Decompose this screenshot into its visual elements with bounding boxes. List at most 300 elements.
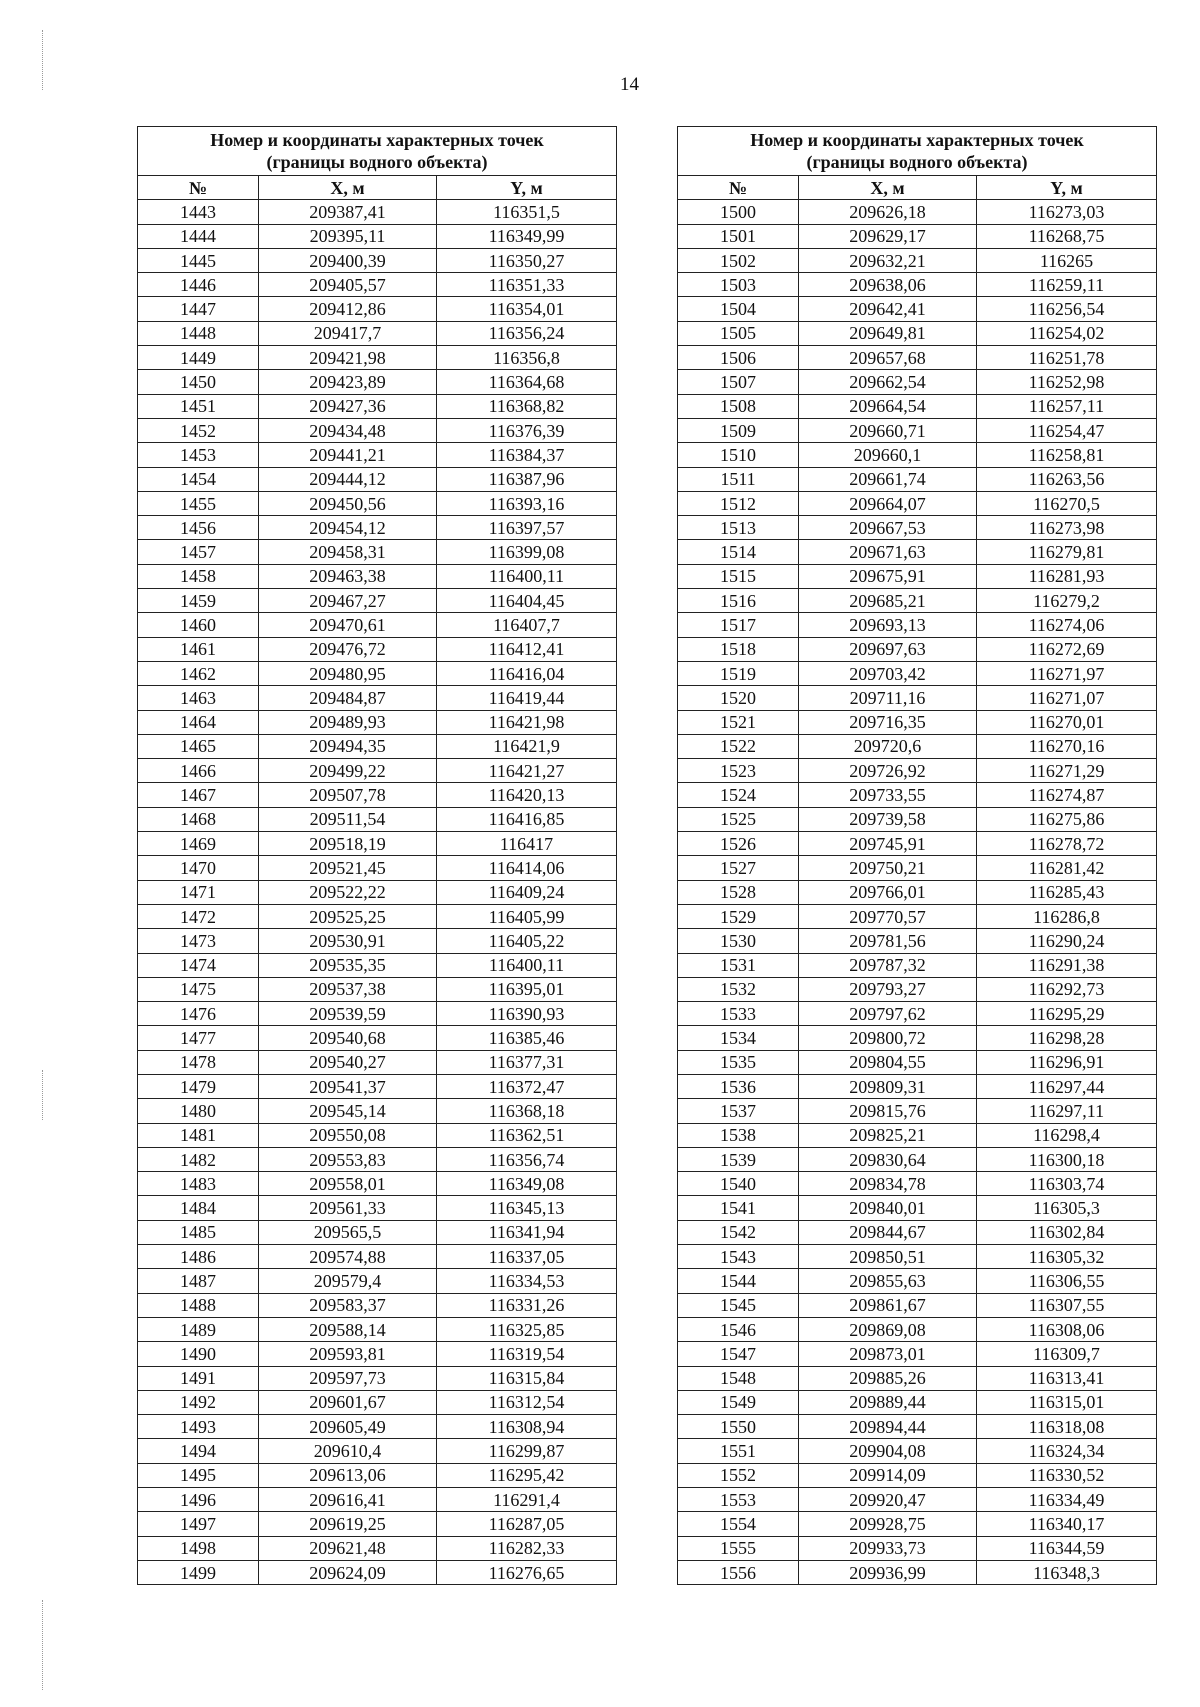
- point-number-cell: 1534: [678, 1026, 799, 1050]
- y-coordinate-cell: 116325,85: [437, 1317, 617, 1341]
- y-coordinate-cell: 116298,4: [977, 1123, 1157, 1147]
- point-number-cell: 1500: [678, 200, 799, 224]
- table-row: [678, 1002, 1157, 1026]
- x-coordinate-cell: 209593,81: [259, 1342, 437, 1366]
- y-coordinate-cell: 116349,08: [437, 1172, 617, 1196]
- point-number-cell: 1537: [678, 1099, 799, 1123]
- x-coordinate-cell: 209885,26: [799, 1366, 977, 1390]
- table-row: [678, 418, 1157, 442]
- x-coordinate-cell: 209840,01: [799, 1196, 977, 1220]
- point-number-cell: 1455: [138, 491, 259, 515]
- point-number-cell: 1475: [138, 977, 259, 1001]
- binding-margin-mark: [42, 1600, 43, 1690]
- table-title-line-1: Номер и координаты характерных точек: [750, 130, 1084, 150]
- table-row: [138, 929, 617, 953]
- table-row: [678, 1245, 1157, 1269]
- y-coordinate-cell: 116274,06: [977, 613, 1157, 637]
- point-number-cell: 1479: [138, 1074, 259, 1098]
- x-coordinate-cell: 209540,68: [259, 1026, 437, 1050]
- y-coordinate-cell: 116390,93: [437, 1002, 617, 1026]
- x-coordinate-cell: 209476,72: [259, 637, 437, 661]
- x-coordinate-cell: 209716,35: [799, 710, 977, 734]
- x-coordinate-cell: 209525,25: [259, 904, 437, 928]
- x-coordinate-cell: 209834,78: [799, 1172, 977, 1196]
- table-row: [138, 759, 617, 783]
- point-number-cell: 1464: [138, 710, 259, 734]
- x-coordinate-cell: 209664,07: [799, 491, 977, 515]
- table-row: [678, 224, 1157, 248]
- y-coordinate-cell: 116302,84: [977, 1220, 1157, 1244]
- x-coordinate-cell: 209540,27: [259, 1050, 437, 1074]
- point-number-cell: 1496: [138, 1488, 259, 1512]
- y-coordinate-cell: 116372,47: [437, 1074, 617, 1098]
- table-row: [678, 1390, 1157, 1414]
- x-coordinate-cell: 209660,1: [799, 443, 977, 467]
- x-coordinate-cell: 209530,91: [259, 929, 437, 953]
- point-number-cell: 1449: [138, 346, 259, 370]
- table-row: [138, 1536, 617, 1560]
- x-coordinate-cell: 209861,67: [799, 1293, 977, 1317]
- table-row: [678, 637, 1157, 661]
- x-coordinate-cell: 209936,99: [799, 1560, 977, 1584]
- table-row: [678, 248, 1157, 272]
- x-coordinate-cell: 209873,01: [799, 1342, 977, 1366]
- x-coordinate-cell: 209928,75: [799, 1512, 977, 1536]
- x-coordinate-cell: 209550,08: [259, 1123, 437, 1147]
- y-coordinate-cell: 116404,45: [437, 589, 617, 613]
- table-row: [678, 977, 1157, 1001]
- point-number-cell: 1542: [678, 1220, 799, 1244]
- y-coordinate-cell: 116309,7: [977, 1342, 1157, 1366]
- table-row: [678, 1123, 1157, 1147]
- binding-margin-mark: [42, 1070, 43, 1120]
- table-row: [678, 273, 1157, 297]
- table-row: [138, 832, 617, 856]
- table-row: [138, 1390, 617, 1414]
- point-number-cell: 1468: [138, 807, 259, 831]
- point-number-cell: 1466: [138, 759, 259, 783]
- y-coordinate-cell: 116341,94: [437, 1220, 617, 1244]
- y-coordinate-cell: 116362,51: [437, 1123, 617, 1147]
- table-row: [138, 1415, 617, 1439]
- x-coordinate-cell: 209770,57: [799, 904, 977, 928]
- point-number-cell: 1489: [138, 1317, 259, 1341]
- x-coordinate-cell: 209804,55: [799, 1050, 977, 1074]
- y-coordinate-cell: 116421,98: [437, 710, 617, 734]
- point-number-cell: 1497: [138, 1512, 259, 1536]
- point-number-cell: 1548: [678, 1366, 799, 1390]
- table-row: [678, 1147, 1157, 1171]
- y-coordinate-cell: 116271,07: [977, 686, 1157, 710]
- y-coordinate-cell: 116351,33: [437, 273, 617, 297]
- table-row: [678, 1269, 1157, 1293]
- y-coordinate-cell: 116296,91: [977, 1050, 1157, 1074]
- x-coordinate-cell: 209507,78: [259, 783, 437, 807]
- point-number-cell: 1546: [678, 1317, 799, 1341]
- x-coordinate-cell: 209616,41: [259, 1488, 437, 1512]
- x-coordinate-cell: 209726,92: [799, 759, 977, 783]
- y-coordinate-cell: 116421,9: [437, 734, 617, 758]
- table-row: [138, 1488, 617, 1512]
- point-number-cell: 1514: [678, 540, 799, 564]
- point-number-cell: 1507: [678, 370, 799, 394]
- coordinates-table-left: [137, 126, 617, 1585]
- table-row: [138, 273, 617, 297]
- table-row: [138, 1050, 617, 1074]
- table-row: [138, 1026, 617, 1050]
- y-coordinate-cell: 116300,18: [977, 1147, 1157, 1171]
- point-number-cell: 1473: [138, 929, 259, 953]
- point-number-cell: 1552: [678, 1463, 799, 1487]
- y-coordinate-cell: 116291,38: [977, 953, 1157, 977]
- table-row: [678, 661, 1157, 685]
- point-number-cell: 1461: [138, 637, 259, 661]
- table-row: [138, 1074, 617, 1098]
- point-number-cell: 1532: [678, 977, 799, 1001]
- y-coordinate-cell: 116315,84: [437, 1366, 617, 1390]
- table-row: [138, 637, 617, 661]
- table-row: [138, 1366, 617, 1390]
- table-row: [138, 880, 617, 904]
- table-row: [678, 443, 1157, 467]
- x-coordinate-cell: 209800,72: [799, 1026, 977, 1050]
- table-title: [138, 127, 617, 176]
- point-number-cell: 1481: [138, 1123, 259, 1147]
- point-number-cell: 1488: [138, 1293, 259, 1317]
- point-number-cell: 1539: [678, 1147, 799, 1171]
- coordinates-table-right: [677, 126, 1157, 1585]
- point-number-cell: 1448: [138, 321, 259, 345]
- table-row: [138, 224, 617, 248]
- y-coordinate-cell: 116356,8: [437, 346, 617, 370]
- point-number-cell: 1463: [138, 686, 259, 710]
- y-coordinate-cell: 116295,29: [977, 1002, 1157, 1026]
- y-coordinate-cell: 116303,74: [977, 1172, 1157, 1196]
- x-coordinate-cell: 209914,09: [799, 1463, 977, 1487]
- y-coordinate-cell: 116405,99: [437, 904, 617, 928]
- point-number-cell: 1459: [138, 589, 259, 613]
- table-row: [678, 321, 1157, 345]
- x-coordinate-cell: 209869,08: [799, 1317, 977, 1341]
- table-row: [138, 346, 617, 370]
- x-coordinate-cell: 209588,14: [259, 1317, 437, 1341]
- table-body: [138, 200, 617, 1585]
- x-coordinate-cell: 209685,21: [799, 589, 977, 613]
- point-number-cell: 1501: [678, 224, 799, 248]
- y-coordinate-cell: 116290,24: [977, 929, 1157, 953]
- y-coordinate-cell: 116274,87: [977, 783, 1157, 807]
- point-number-cell: 1467: [138, 783, 259, 807]
- point-number-cell: 1529: [678, 904, 799, 928]
- y-coordinate-cell: 116292,73: [977, 977, 1157, 1001]
- column-header-y: Y, м: [437, 176, 617, 200]
- x-coordinate-cell: 209558,01: [259, 1172, 437, 1196]
- y-coordinate-cell: 116412,41: [437, 637, 617, 661]
- table-row: [678, 1463, 1157, 1487]
- point-number-cell: 1510: [678, 443, 799, 467]
- x-coordinate-cell: 209733,55: [799, 783, 977, 807]
- x-coordinate-cell: 209894,44: [799, 1415, 977, 1439]
- point-number-cell: 1486: [138, 1245, 259, 1269]
- x-coordinate-cell: 209657,68: [799, 346, 977, 370]
- page-number: 14: [620, 74, 639, 95]
- table-row: [138, 904, 617, 928]
- table-row: [678, 1220, 1157, 1244]
- point-number-cell: 1508: [678, 394, 799, 418]
- table-row: [138, 734, 617, 758]
- y-coordinate-cell: 116340,17: [977, 1512, 1157, 1536]
- x-coordinate-cell: 209632,21: [799, 248, 977, 272]
- point-number-cell: 1540: [678, 1172, 799, 1196]
- point-number-cell: 1474: [138, 953, 259, 977]
- x-coordinate-cell: 209417,7: [259, 321, 437, 345]
- x-coordinate-cell: 209809,31: [799, 1074, 977, 1098]
- x-coordinate-cell: 209539,59: [259, 1002, 437, 1026]
- table-row: [138, 783, 617, 807]
- x-coordinate-cell: 209649,81: [799, 321, 977, 345]
- y-coordinate-cell: 116377,31: [437, 1050, 617, 1074]
- y-coordinate-cell: 116291,4: [437, 1488, 617, 1512]
- point-number-cell: 1516: [678, 589, 799, 613]
- x-coordinate-cell: 209693,13: [799, 613, 977, 637]
- y-coordinate-cell: 116286,8: [977, 904, 1157, 928]
- y-coordinate-cell: 116318,08: [977, 1415, 1157, 1439]
- table-row: [138, 516, 617, 540]
- y-coordinate-cell: 116282,33: [437, 1536, 617, 1560]
- y-coordinate-cell: 116334,53: [437, 1269, 617, 1293]
- x-coordinate-cell: 209745,91: [799, 832, 977, 856]
- y-coordinate-cell: 116312,54: [437, 1390, 617, 1414]
- y-coordinate-cell: 116272,69: [977, 637, 1157, 661]
- table-row: [138, 661, 617, 685]
- point-number-cell: 1478: [138, 1050, 259, 1074]
- column-header-x: X, м: [259, 176, 437, 200]
- x-coordinate-cell: 209480,95: [259, 661, 437, 685]
- table-row: [138, 248, 617, 272]
- point-number-cell: 1531: [678, 953, 799, 977]
- point-number-cell: 1522: [678, 734, 799, 758]
- point-number-cell: 1547: [678, 1342, 799, 1366]
- table-row: [678, 807, 1157, 831]
- table-row: [138, 1269, 617, 1293]
- x-coordinate-cell: 209454,12: [259, 516, 437, 540]
- table-title-line-1: Номер и координаты характерных точек: [210, 130, 544, 150]
- y-coordinate-cell: 116334,49: [977, 1488, 1157, 1512]
- y-coordinate-cell: 116307,55: [977, 1293, 1157, 1317]
- y-coordinate-cell: 116265: [977, 248, 1157, 272]
- y-coordinate-cell: 116345,13: [437, 1196, 617, 1220]
- x-coordinate-cell: 209574,88: [259, 1245, 437, 1269]
- point-number-cell: 1556: [678, 1560, 799, 1584]
- x-coordinate-cell: 209458,31: [259, 540, 437, 564]
- x-coordinate-cell: 209395,11: [259, 224, 437, 248]
- x-coordinate-cell: 209750,21: [799, 856, 977, 880]
- point-number-cell: 1533: [678, 1002, 799, 1026]
- x-coordinate-cell: 209597,73: [259, 1366, 437, 1390]
- table-body: [678, 200, 1157, 1585]
- point-number-cell: 1498: [138, 1536, 259, 1560]
- x-coordinate-cell: 209583,37: [259, 1293, 437, 1317]
- x-coordinate-cell: 209561,33: [259, 1196, 437, 1220]
- x-coordinate-cell: 209537,38: [259, 977, 437, 1001]
- x-coordinate-cell: 209815,76: [799, 1099, 977, 1123]
- point-number-cell: 1493: [138, 1415, 259, 1439]
- column-header-y: Y, м: [977, 176, 1157, 200]
- x-coordinate-cell: 209400,39: [259, 248, 437, 272]
- x-coordinate-cell: 209412,86: [259, 297, 437, 321]
- point-number-cell: 1469: [138, 832, 259, 856]
- point-number-cell: 1495: [138, 1463, 259, 1487]
- point-number-cell: 1512: [678, 491, 799, 515]
- y-coordinate-cell: 116331,26: [437, 1293, 617, 1317]
- table-row: [138, 1123, 617, 1147]
- point-number-cell: 1550: [678, 1415, 799, 1439]
- point-number-cell: 1544: [678, 1269, 799, 1293]
- point-number-cell: 1543: [678, 1245, 799, 1269]
- point-number-cell: 1527: [678, 856, 799, 880]
- x-coordinate-cell: 209511,54: [259, 807, 437, 831]
- point-number-cell: 1518: [678, 637, 799, 661]
- table-row: [138, 564, 617, 588]
- x-coordinate-cell: 209463,38: [259, 564, 437, 588]
- table-row: [678, 1488, 1157, 1512]
- table-row: [138, 1463, 617, 1487]
- x-coordinate-cell: 209470,61: [259, 613, 437, 637]
- y-coordinate-cell: 116416,04: [437, 661, 617, 685]
- x-coordinate-cell: 209610,4: [259, 1439, 437, 1463]
- x-coordinate-cell: 209484,87: [259, 686, 437, 710]
- y-coordinate-cell: 116384,37: [437, 443, 617, 467]
- y-coordinate-cell: 116305,32: [977, 1245, 1157, 1269]
- table-row: [138, 1099, 617, 1123]
- x-coordinate-cell: 209781,56: [799, 929, 977, 953]
- table-row: [138, 977, 617, 1001]
- x-coordinate-cell: 209766,01: [799, 880, 977, 904]
- point-number-cell: 1526: [678, 832, 799, 856]
- table-row: [138, 467, 617, 491]
- x-coordinate-cell: 209545,14: [259, 1099, 437, 1123]
- point-number-cell: 1446: [138, 273, 259, 297]
- table-row: [138, 394, 617, 418]
- point-number-cell: 1554: [678, 1512, 799, 1536]
- x-coordinate-cell: 209830,64: [799, 1147, 977, 1171]
- y-coordinate-cell: 116330,52: [977, 1463, 1157, 1487]
- table-row: [138, 1317, 617, 1341]
- y-coordinate-cell: 116251,78: [977, 346, 1157, 370]
- x-coordinate-cell: 209444,12: [259, 467, 437, 491]
- table-row: [678, 346, 1157, 370]
- table-row: [678, 491, 1157, 515]
- table-row: [678, 589, 1157, 613]
- y-coordinate-cell: 116313,41: [977, 1366, 1157, 1390]
- y-coordinate-cell: 116306,55: [977, 1269, 1157, 1293]
- x-coordinate-cell: 209565,5: [259, 1220, 437, 1244]
- x-coordinate-cell: 209920,47: [799, 1488, 977, 1512]
- y-coordinate-cell: 116258,81: [977, 443, 1157, 467]
- x-coordinate-cell: 209613,06: [259, 1463, 437, 1487]
- y-coordinate-cell: 116324,34: [977, 1439, 1157, 1463]
- point-number-cell: 1477: [138, 1026, 259, 1050]
- y-coordinate-cell: 116337,05: [437, 1245, 617, 1269]
- y-coordinate-cell: 116308,06: [977, 1317, 1157, 1341]
- y-coordinate-cell: 116393,16: [437, 491, 617, 515]
- table-row: [678, 540, 1157, 564]
- x-coordinate-cell: 209642,41: [799, 297, 977, 321]
- table-row: [678, 1196, 1157, 1220]
- binding-margin-mark: [42, 30, 43, 90]
- x-coordinate-cell: 209662,54: [799, 370, 977, 394]
- x-coordinate-cell: 209499,22: [259, 759, 437, 783]
- y-coordinate-cell: 116297,11: [977, 1099, 1157, 1123]
- y-coordinate-cell: 116305,3: [977, 1196, 1157, 1220]
- table-title-line-2: (границы водного объекта): [266, 152, 488, 172]
- y-coordinate-cell: 116287,05: [437, 1512, 617, 1536]
- point-number-cell: 1502: [678, 248, 799, 272]
- table-row: [678, 1050, 1157, 1074]
- x-coordinate-cell: 209621,48: [259, 1536, 437, 1560]
- point-number-cell: 1505: [678, 321, 799, 345]
- table-row: [138, 540, 617, 564]
- table-row: [138, 1245, 617, 1269]
- table-row: [678, 467, 1157, 491]
- table-row: [138, 297, 617, 321]
- y-coordinate-cell: 116299,87: [437, 1439, 617, 1463]
- x-coordinate-cell: 209797,62: [799, 1002, 977, 1026]
- table-row: [678, 200, 1157, 224]
- point-number-cell: 1454: [138, 467, 259, 491]
- point-number-cell: 1476: [138, 1002, 259, 1026]
- point-number-cell: 1528: [678, 880, 799, 904]
- y-coordinate-cell: 116281,93: [977, 564, 1157, 588]
- point-number-cell: 1545: [678, 1293, 799, 1317]
- x-coordinate-cell: 209624,09: [259, 1560, 437, 1584]
- table-row: [138, 200, 617, 224]
- table-row: [678, 734, 1157, 758]
- x-coordinate-cell: 209825,21: [799, 1123, 977, 1147]
- point-number-cell: 1453: [138, 443, 259, 467]
- y-coordinate-cell: 116315,01: [977, 1390, 1157, 1414]
- table-row: [678, 710, 1157, 734]
- x-coordinate-cell: 209489,93: [259, 710, 437, 734]
- point-number-cell: 1444: [138, 224, 259, 248]
- x-coordinate-cell: 209711,16: [799, 686, 977, 710]
- table-row: [138, 589, 617, 613]
- y-coordinate-cell: 116400,11: [437, 564, 617, 588]
- x-coordinate-cell: 209541,37: [259, 1074, 437, 1098]
- point-number-cell: 1480: [138, 1099, 259, 1123]
- point-number-cell: 1506: [678, 346, 799, 370]
- point-number-cell: 1484: [138, 1196, 259, 1220]
- y-coordinate-cell: 116259,11: [977, 273, 1157, 297]
- x-coordinate-cell: 209675,91: [799, 564, 977, 588]
- table-row: [678, 1317, 1157, 1341]
- x-coordinate-cell: 209904,08: [799, 1439, 977, 1463]
- x-coordinate-cell: 209638,06: [799, 273, 977, 297]
- point-number-cell: 1535: [678, 1050, 799, 1074]
- y-coordinate-cell: 116271,97: [977, 661, 1157, 685]
- table-row: [678, 297, 1157, 321]
- point-number-cell: 1525: [678, 807, 799, 831]
- x-coordinate-cell: 209850,51: [799, 1245, 977, 1269]
- table-row: [678, 1512, 1157, 1536]
- point-number-cell: 1538: [678, 1123, 799, 1147]
- y-coordinate-cell: 116419,44: [437, 686, 617, 710]
- y-coordinate-cell: 116263,56: [977, 467, 1157, 491]
- x-coordinate-cell: 209494,35: [259, 734, 437, 758]
- table-row: [678, 1342, 1157, 1366]
- table-row: [138, 1342, 617, 1366]
- point-number-cell: 1553: [678, 1488, 799, 1512]
